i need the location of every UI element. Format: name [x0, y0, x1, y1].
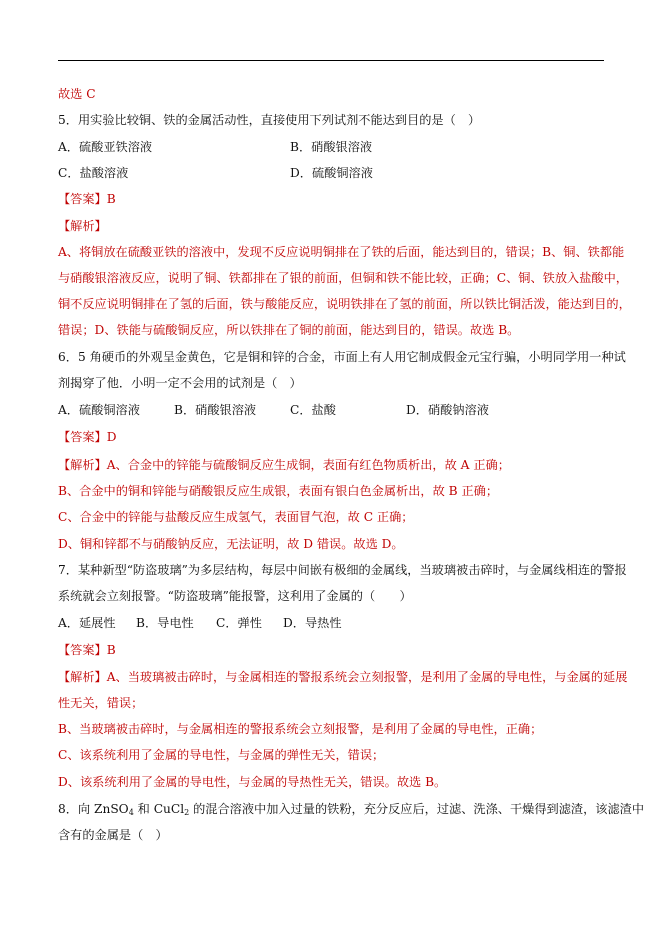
q5-analysis-label: 【解析】 — [58, 219, 107, 233]
q5-option-b: B．硝酸银溶液 — [290, 140, 373, 154]
q8-stem-prefix: 8．向 — [58, 802, 95, 816]
q5-analysis-line: 错误；D、铁能与硫酸铜反应，所以铁排在了铜的前面，能达到目的，错误。故选 B。 — [58, 323, 520, 337]
q8-stem-line1 — [58, 801, 644, 817]
q7-stem-line1: 7．某种新型“防盗玻璃”为多层结构，每层中间嵌有极细的金属线，当玻璃被击碎时，与金属线相连的警报 — [58, 563, 627, 577]
q6-answer: 【答案】D — [58, 430, 117, 444]
q5-option-c: C．盐酸溶液 — [58, 166, 129, 180]
q5-analysis-line: A、将铜放在硫酸亚铁的溶液中，发现不反应说明铜排在了铁的后面，能达到目的，错误；B、铜、铁都能 — [58, 245, 625, 259]
formula-znso4: ZnSO$_4$ — [94, 802, 134, 817]
header-rule — [58, 60, 604, 61]
q7-analysis-line: 性无关，错误； — [58, 696, 144, 710]
q6-analysis-line: 【解析】A、合金中的锌能与硫酸铜反应生成铜，表面有红色物质析出，故 A 正确； — [58, 458, 510, 472]
q6-analysis-line: B、合金中的铜和锌能与硝酸银反应生成银，表面有银白色金属析出，故 B 正确； — [58, 484, 499, 498]
q6-analysis-line: C、合金中的锌能与盐酸反应生成氢气，表面冒气泡，故 C 正确； — [58, 510, 414, 524]
q5-analysis-line: 与硝酸银溶液反应，说明了铜、铁都排在了银的前面，但铜和铁不能比较，正确；C、铜、铁放入盐酸中， — [58, 271, 628, 285]
q6-stem-line1: 6．5 角硬币的外观呈金黄色，它是铜和锌的合金，市面上有人用它制成假金元宝行骗，小明同学用一种试 — [58, 350, 626, 364]
q7-analysis-line: 【解析】A、当玻璃被击碎时，与金属相连的警报系统会立刻报警，是利用了金属的导电性，与金属的延展 — [58, 670, 628, 684]
q7-stem-line2: 系统就会立刻报警。“防盗玻璃”能报警，这利用了金属的（ ） — [58, 589, 412, 603]
formula-cucl2: CuCl$_2$ — [153, 802, 190, 817]
q7-analysis-line: C、该系统利用了金属的导电性，与金属的弹性无关，错误； — [58, 748, 385, 762]
q6-option-d: D．硝酸钠溶液 — [406, 403, 489, 417]
q6-option-b: B．硝酸银溶液 — [174, 403, 257, 417]
q5-answer: 【答案】B — [58, 192, 116, 206]
q8-stem-rest: 的混合溶液中加入过量的铁粉，充分反应后，过滤、洗涤、干燥得到滤渣，该滤渣中 — [189, 802, 645, 816]
q8-conj: 和 — [133, 802, 154, 816]
q7-analysis-line: D、该系统利用了金属的导电性，与金属的导热性无关，错误。故选 B。 — [58, 775, 447, 789]
q6-option-a: A．硫酸铜溶液 — [58, 403, 140, 417]
q7-option-d: D．导热性 — [283, 616, 342, 630]
q7-analysis-line: B、当玻璃被击碎时，与金属相连的警报系统会立刻报警，是利用了金属的导电性，正确； — [58, 722, 543, 736]
q5-stem: 5．用实验比较铜、铁的金属活动性，直接使用下列试剂不能达到目的是（ ） — [58, 113, 481, 127]
q6-option-c: C．盐酸 — [290, 403, 336, 417]
q5-option-d: D．硫酸铜溶液 — [290, 166, 373, 180]
q6-analysis-line: D、铜和锌都不与硝酸钠反应，无法证明，故 D 错误。故选 D。 — [58, 537, 404, 551]
q7-answer: 【答案】B — [58, 643, 116, 657]
q7-option-b: B．导电性 — [136, 616, 194, 630]
q7-option-c: C．弹性 — [216, 616, 262, 630]
q7-option-a: A．延展性 — [58, 616, 116, 630]
q6-stem-line2: 剂揭穿了他．小明一定不会用的试剂是（ ） — [58, 376, 302, 390]
prev-conclusion: 故选 C — [58, 87, 96, 101]
q8-stem-line2: 含有的金属是（ ） — [58, 828, 168, 842]
q5-analysis-line: 铜不反应说明铜排在了氢的后面，铁与酸能反应，说明铁排在了氢的前面，所以铁比铜活泼，能达到目的， — [58, 297, 631, 311]
q5-option-a: A．硫酸亚铁溶液 — [58, 140, 153, 154]
